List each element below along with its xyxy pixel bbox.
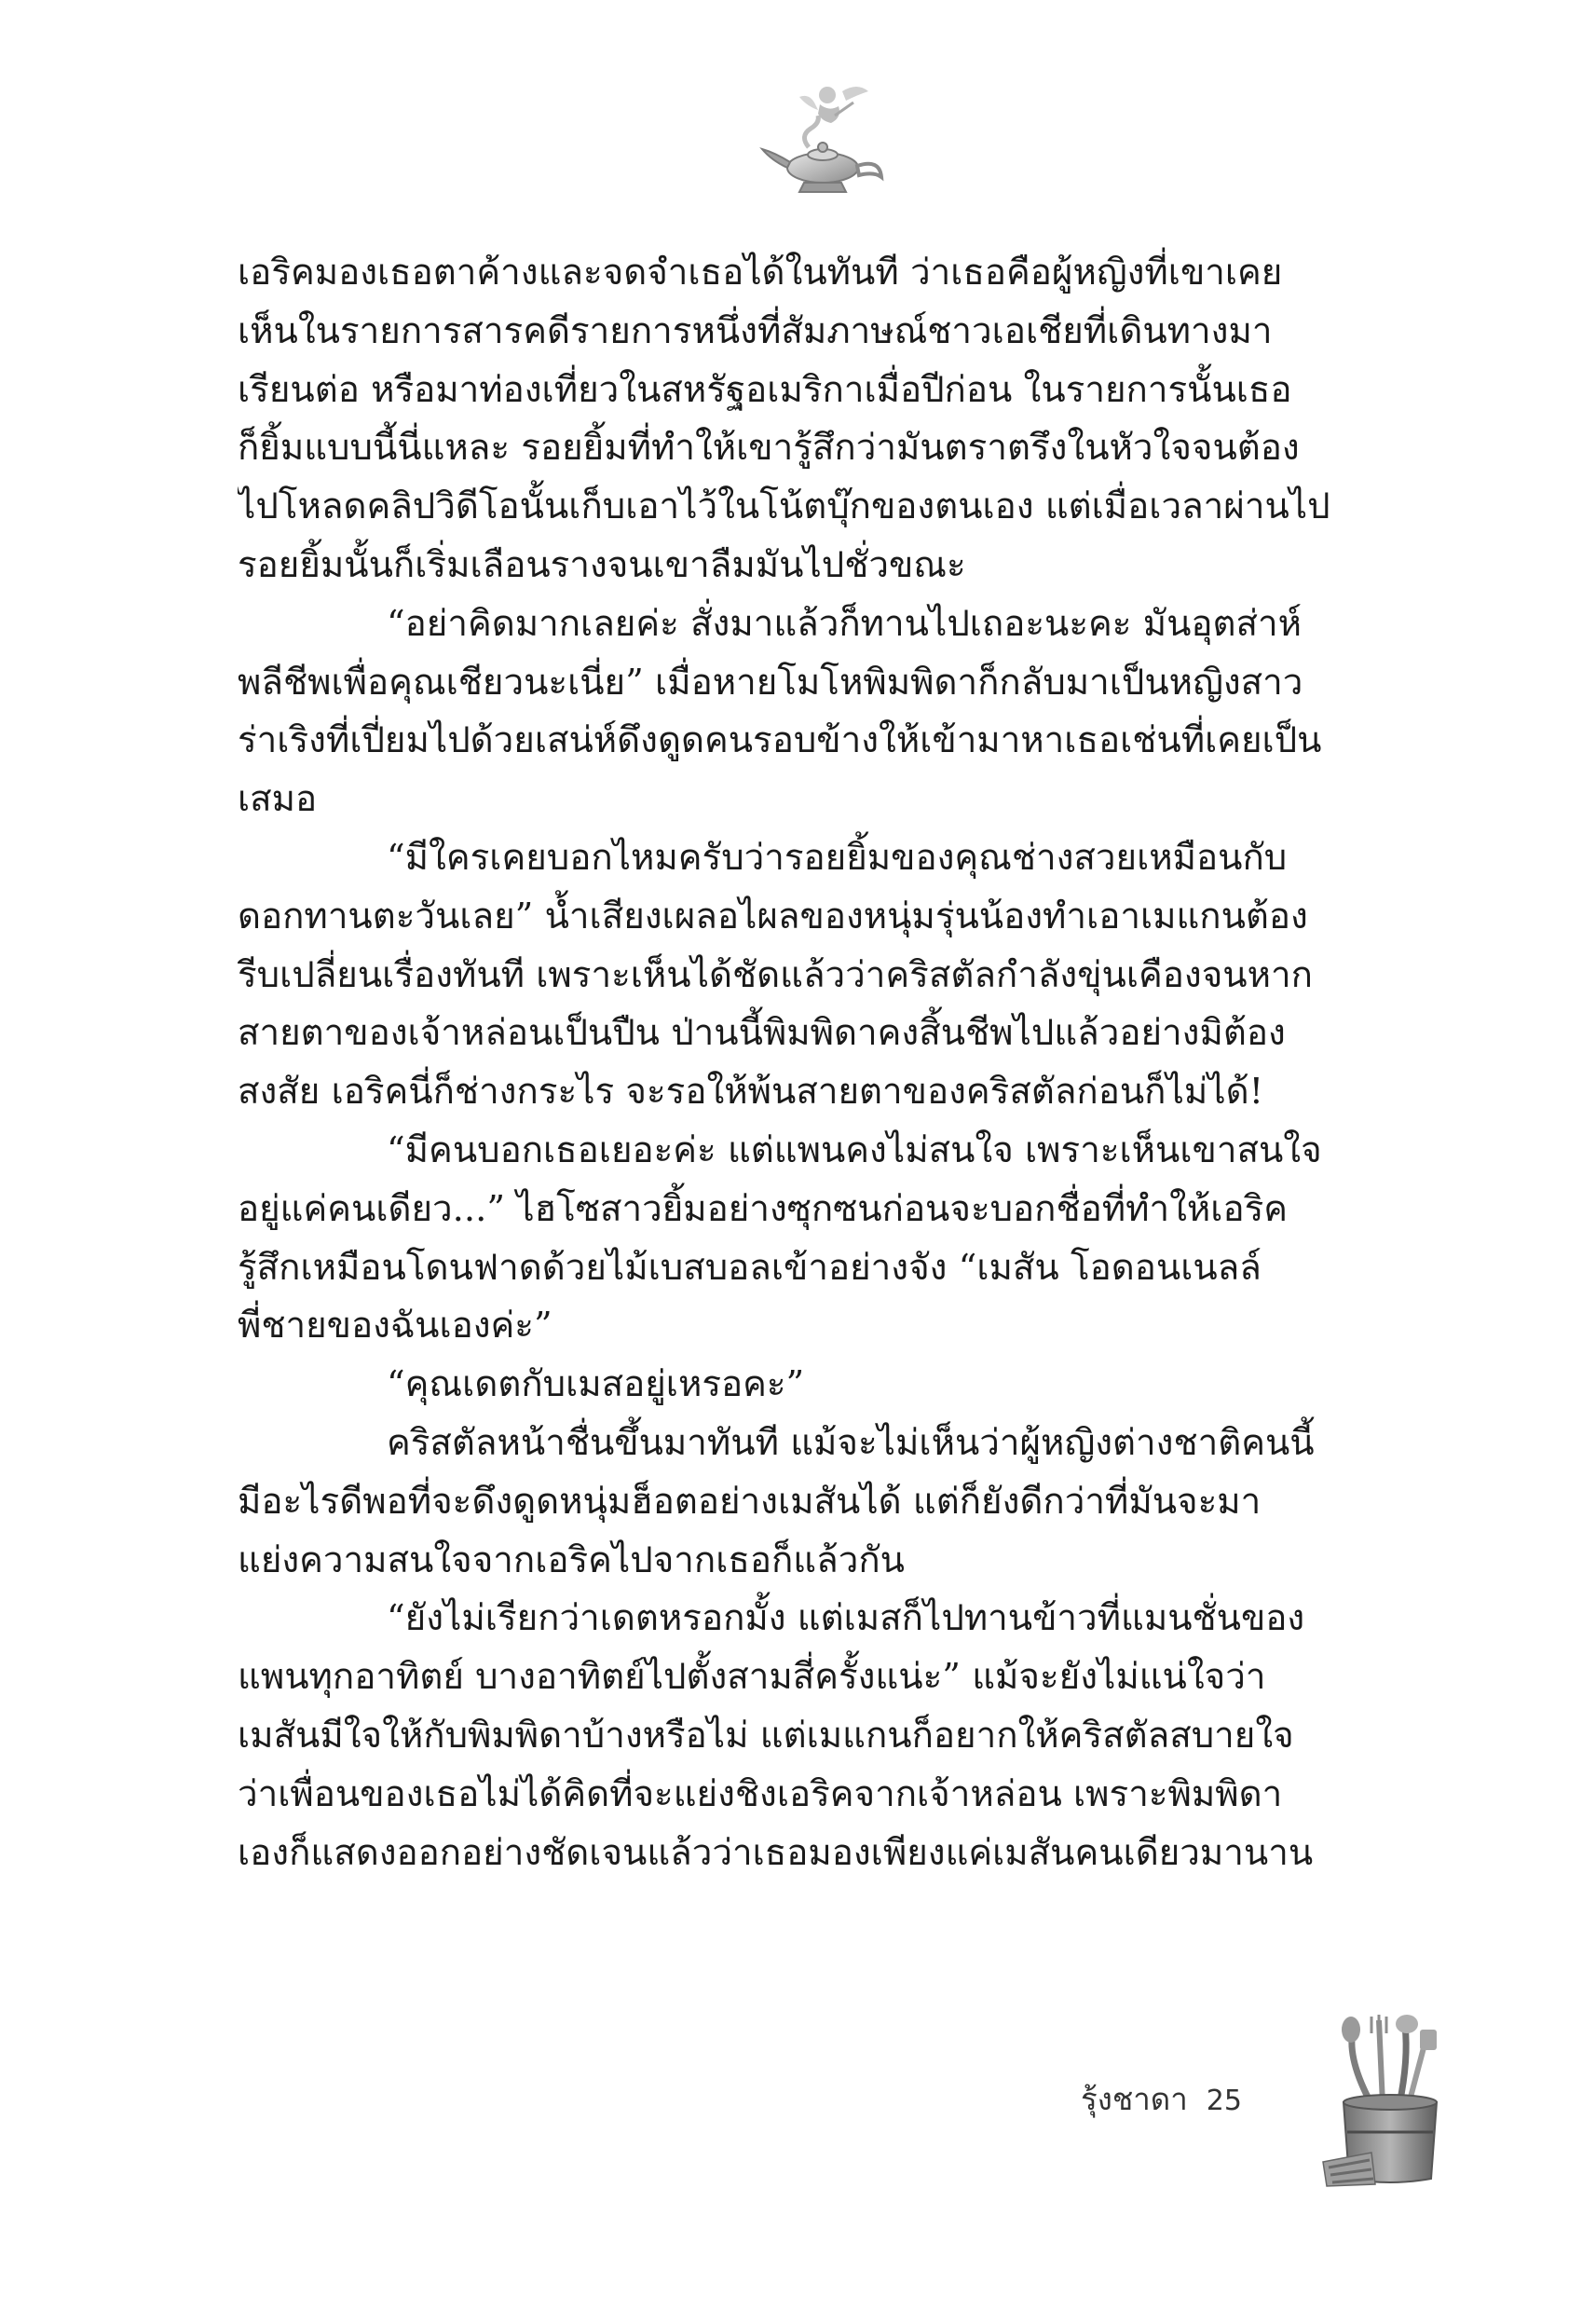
text-line: พี่ชายของฉันเองค่ะ” bbox=[238, 1305, 552, 1347]
text-line: อยู่แค่คนเดียว...” ไฮโซสาวยิ้มอย่างซุกซนก่อนจะบอกชื่อที่ทำให้เอริค bbox=[238, 1187, 1289, 1230]
text-line: “มีคนบอกเธอเยอะค่ะ แต่แพนคงไม่สนใจ เพราะเห็นเขาสนใจ bbox=[387, 1128, 1322, 1171]
text-line: เรียนต่อ หรือมาท่องเที่ยวในสหรัฐอเมริกาเมื่อปีก่อน ในรายการนั้นเธอ bbox=[238, 368, 1292, 411]
text-line: “อย่าคิดมากเลยค่ะ สั่งมาแล้วก็ทานไปเถอะนะคะ มันอุตส่าห์ bbox=[387, 602, 1303, 645]
kitchen-utensils-jar-icon bbox=[1316, 2013, 1465, 2190]
book-title: รุ้งชาดา bbox=[1081, 2081, 1188, 2117]
genie-lamp-with-cupid-icon bbox=[753, 75, 893, 205]
text-line: คริสตัลหน้าชื่นขึ้นมาทันที แม้จะไม่เห็นว่าผู้หญิงต่างชาติคนนี้ bbox=[387, 1421, 1315, 1464]
text-line: ก็ยิ้มแบบนี้นี่แหละ รอยยิ้มที่ทำให้เขารู้สึกว่ามันตราตรึงในหัวใจจนต้อง bbox=[238, 427, 1300, 470]
text-line: รอยยิ้มนั้นก็เริ่มเลือนรางจนเขาลืมมันไปชั่วขณะ bbox=[238, 543, 966, 586]
text-line: ไปโหลดคลิปวิดีโอนั้นเก็บเอาไว้ในโน้ตบุ๊กของตนเอง แต่เมื่อเวลาผ่านไป bbox=[238, 485, 1330, 528]
text-line: เมสันมีใจให้กับพิมพิดาบ้างหรือไม่ แต่เมแกนก็อยากให้คริสตัลสบายใจ bbox=[238, 1714, 1294, 1757]
text-line: “คุณเดตกับเมสอยู่เหรอคะ” bbox=[387, 1363, 805, 1406]
text-line: “ยังไม่เรียกว่าเดตหรอกมั้ง แต่เมสก็ไปทานข้าวที่แมนชั่นของ bbox=[387, 1597, 1305, 1640]
text-line: สงสัย เอริคนี่ก็ช่างกระไร จะรอให้พ้นสายตาของคริสตัลก่อนก็ไม่ได้! bbox=[238, 1071, 1264, 1114]
text-line: แย่งความสนใจจากเอริคไปจากเธอก็แล้วกัน bbox=[238, 1538, 905, 1581]
text-line: เอริคมองเธอตาค้างและจดจำเธอได้ในทันที ว่าเธอคือผู้หญิงที่เขาเคย bbox=[238, 252, 1283, 294]
text-line: เสมอ bbox=[238, 778, 318, 821]
text-line: เองก็แสดงออกอย่างชัดเจนแล้วว่าเธอมองเพียงแค่เมสันคนเดียวมานาน bbox=[238, 1831, 1314, 1874]
chapter-text bbox=[238, 244, 1416, 2108]
text-line: มีอะไรดีพอที่จะดึงดูดหนุ่มฮ็อตอย่างเมสันได้ แต่ก็ยังดีกว่าที่มันจะมา bbox=[238, 1480, 1262, 1523]
text-line: ว่าเพื่อนของเธอไม่ได้คิดที่จะแย่งชิงเอริคจากเจ้าหล่อน เพราะพิมพิดา bbox=[238, 1772, 1283, 1815]
text-line: เห็นในรายการสารคดีรายการหนึ่งที่สัมภาษณ์ชาวเอเชียที่เดินทางมา bbox=[238, 309, 1273, 352]
text-line: ร่าเริงที่เปี่ยมไปด้วยเสน่ห์ดึงดูดคนรอบข้างให้เข้ามาหาเธอเช่นที่เคยเป็น bbox=[238, 719, 1322, 762]
text-line: รู้สึกเหมือนโดนฟาดด้วยไม้เบสบอลเข้าอย่างจัง “เมสัน โอดอนเนลล์ bbox=[238, 1246, 1262, 1289]
text-line: แพนทุกอาทิตย์ บางอาทิตย์ไปตั้งสามสี่ครั้งแน่ะ” แม้จะยังไม่แน่ใจว่า bbox=[238, 1656, 1266, 1699]
text-line: “มีใครเคยบอกไหมครับว่ารอยยิ้มของคุณช่างสวยเหมือนกับ bbox=[387, 836, 1288, 879]
text-line: พลีชีพเพื่อคุณเชียวนะเนี่ย” เมื่อหายโมโหพิมพิดาก็กลับมาเป็นหญิงสาว bbox=[238, 661, 1303, 704]
page-number: 25 bbox=[1206, 2085, 1242, 2117]
text-line: ดอกทานตะวันเลย” น้ำเสียงเผลอไผลของหนุ่มรุ่นน้องทำเอาเมแกนต้อง bbox=[238, 895, 1308, 937]
page-footer bbox=[1081, 2074, 1242, 2124]
text-line: รีบเปลี่ยนเรื่องทันที เพราะเห็นได้ชัดแล้วว่าคริสตัลกำลังขุ่นเคืองจนหาก bbox=[238, 953, 1313, 996]
text-line: สายตาของเจ้าหล่อนเป็นปืน ป่านนี้พิมพิดาคงสิ้นชีพไปแล้วอย่างมิต้อง bbox=[238, 1012, 1286, 1055]
